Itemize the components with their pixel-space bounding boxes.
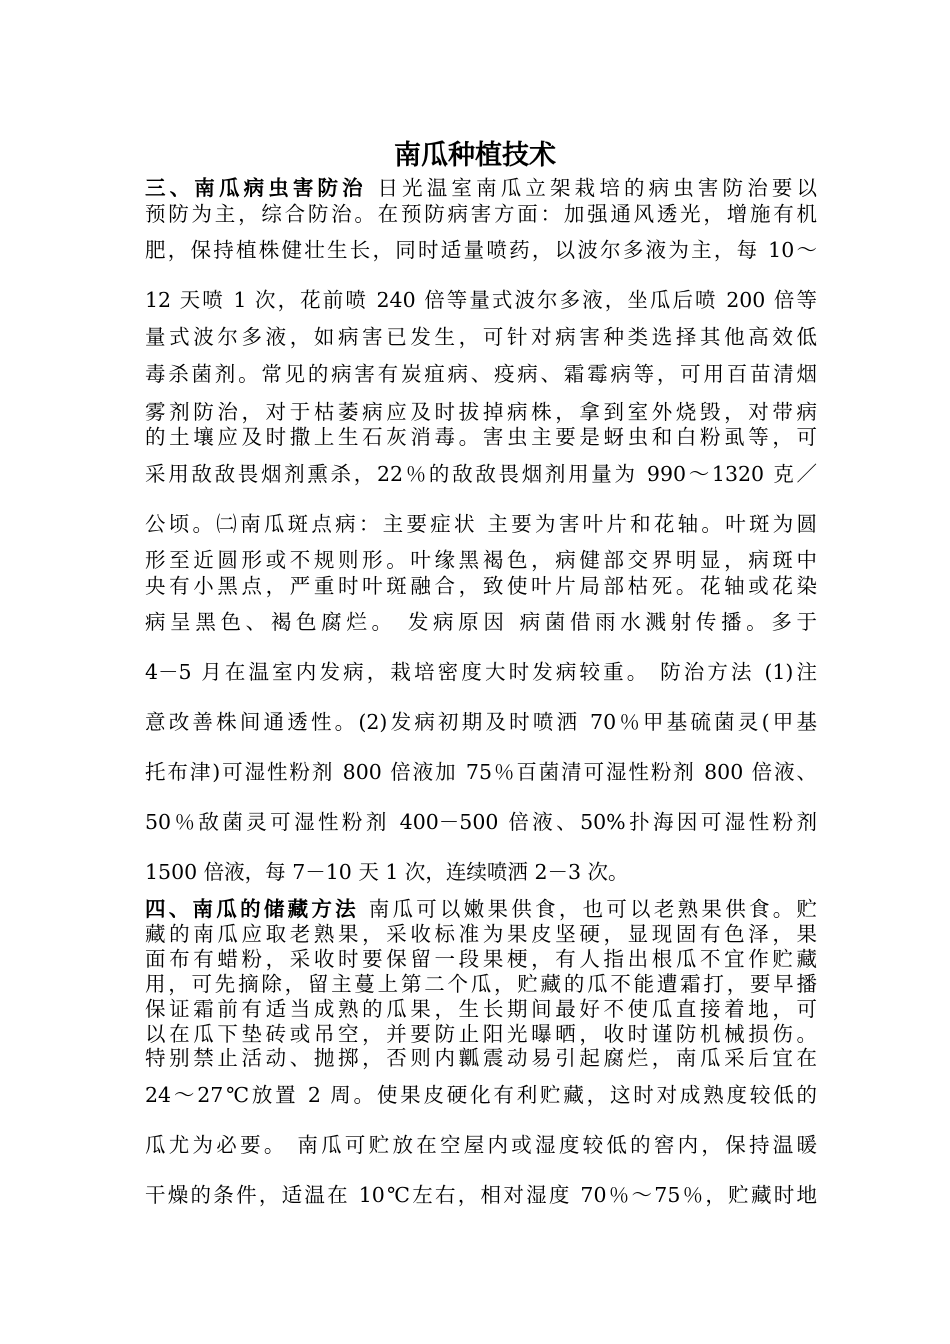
section-heading: 四、南瓜的储藏方法: [145, 897, 359, 921]
paragraph-line: 的土壤应及时撒上生石灰消毒。害虫主要是蚜虫和白粉虱等，可: [145, 425, 817, 449]
paragraph-line: 面布有蜡粉，采收时要保留一段果梗，有人指出根瓜不宜作贮藏: [145, 947, 817, 971]
paragraph-line: 托布津)可湿性粉剂 800 倍液加 75％百菌清可湿性粉剂 800 倍液、: [145, 760, 817, 784]
paragraph-line: 意改善株间通透性。(2)发病初期及时喷洒 70％甲基硫菌灵(甲基: [145, 710, 817, 734]
page-title: 南瓜种植技术: [394, 140, 556, 171]
paragraph-line: 三、南瓜病虫害防治 日光温室南瓜立架栽培的病虫害防治要以: [145, 176, 817, 200]
paragraph-line: 病呈黑色、褐色腐烂。 发病原因 病菌借雨水溅射传播。多于: [145, 610, 817, 634]
paragraph-line: 24～27℃放置 2 周。使果皮硬化有利贮藏，这时对成熟度较低的: [145, 1083, 817, 1107]
paragraph-line: 用，可先摘除，留主蔓上第二个瓜，贮藏的瓜不能遭霜打，要早播: [145, 972, 817, 996]
paragraph-line: 毒杀菌剂。常见的病害有炭疽病、疫病、霜霉病等，可用百苗清烟: [145, 362, 817, 386]
paragraph-line: 50％敌菌灵可湿性粉剂 400－500 倍液、50%扑海因可湿性粉剂: [145, 810, 817, 834]
paragraph-line: 特别禁止活动、抛掷，否则内瓤震动易引起腐烂，南瓜采后宜在: [145, 1046, 817, 1070]
paragraph-line: 央有小黑点，严重时叶斑融合，致使叶片局部枯死。花轴或花染: [145, 574, 817, 598]
paragraph-line: 公顷。㈡南瓜斑点病：主要症状 主要为害叶片和花轴。叶斑为圆: [145, 512, 817, 536]
paragraph-line: 雾剂防治，对于枯萎病应及时拔掉病株，拿到室外烧毁，对带病: [145, 400, 817, 424]
paragraph-line: 保证霜前有适当成熟的瓜果，生长期间最好不使瓜直接着地，可: [145, 997, 817, 1021]
paragraph-line: 量式波尔多液，如病害已发生，可针对病害种类选择其他高效低: [145, 325, 817, 349]
paragraph-line: 干燥的条件，适温在 10℃左右，相对湿度 70％～75％，贮藏时地: [145, 1183, 817, 1207]
section-heading: 三、南瓜病虫害防治: [145, 176, 367, 200]
paragraph-line: 四、南瓜的储藏方法 南瓜可以嫩果供食，也可以老熟果供食。贮: [145, 897, 818, 921]
paragraph-line: 以在瓜下垫砖或吊空，并要防止阳光曝晒，收时谨防机械损伤。: [145, 1022, 817, 1046]
paragraph-line: 预防为主，综合防治。在预防病害方面：加强通风透光，增施有机: [145, 202, 817, 226]
paragraph-line: 形至近圆形或不规则形。叶缘黑褐色，病健部交界明显，病斑中: [145, 548, 817, 572]
paragraph-line: 4－5 月在温室内发病，栽培密度大时发病较重。 防治方法 (1)注: [145, 660, 817, 684]
paragraph-line: 1500 倍液，每 7－10 天 1 次，连续喷洒 2－3 次。: [145, 860, 629, 884]
paragraph-line: 瓜尤为必要。 南瓜可贮放在空屋内或湿度较低的窖内，保持温暖: [145, 1133, 817, 1157]
paragraph-line: 12 天喷 1 次，花前喷 240 倍等量式波尔多液，坐瓜后喷 200 倍等: [145, 288, 817, 312]
paragraph-line: 采用敌敌畏烟剂熏杀，22％的敌敌畏烟剂用量为 990～1320 克／: [145, 462, 817, 486]
paragraph-line: 肥，保持植株健壮生长，同时适量喷药，以波尔多液为主，每 10～: [145, 238, 817, 262]
paragraph-line: 藏的南瓜应取老熟果，采收标准为果皮坚硬，显现固有色泽，果: [145, 922, 817, 946]
